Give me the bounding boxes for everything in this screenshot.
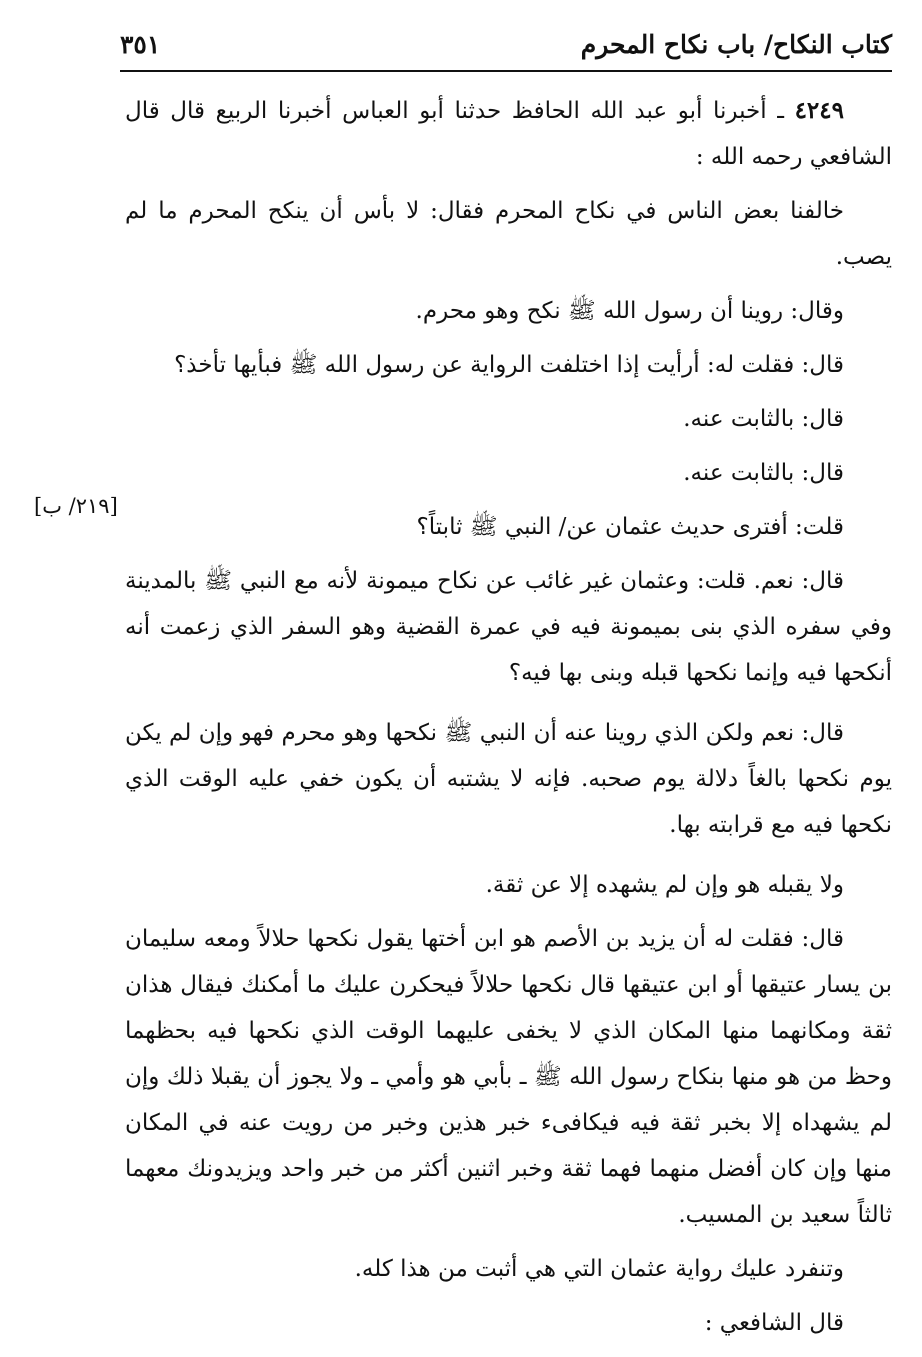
paragraph: قال: بالثابت عنه. [683,460,844,486]
manuscript-folio-note: [٢١٩/ ب] [34,494,118,518]
paragraph: قال: نعم. قلت: وعثمان غير غائب عن نكاح ميمونة لأنه مع النبي ﷺ بالمدينة وفي سفره الذي بنى بميمونة فيه في عمرة القضية وهو السفر الذي زعمت أنه أنكحها فيه وإنما نكحها قبله وبنى بها فيه؟ [125,568,892,686]
paragraph: وتنفرد عليك رواية عثمان التي هي أثبت من هذا كله. [354,1256,844,1282]
paragraph: قال الشافعي : [704,1310,844,1336]
paragraph: قلت: أفترى حديث عثمان عن/ النبي ﷺ ثابتاً؟ [416,514,844,540]
paragraph: قال: نعم ولكن الذي روينا عنه أن النبي ﷺ نكحها وهو محرم فهو وإن لم يكن يوم نكحها بالغاً دلالة يوم صحبه. فإنه لا يشتبه أن يكون خفي عليه الوقت الذي نكحها فيه مع قرابته بها. [125,720,892,838]
paragraph: وقال: روينا أن رسول الله ﷺ نكح وهو محرم. [415,298,844,324]
header-divider [120,70,892,72]
hadith-number: ٤٢٤٩ [794,97,844,124]
paragraph: قال: بالثابت عنه. [683,406,844,432]
paragraph: خالفنا بعض الناس في نكاح المحرم فقال: لا بأس أن ينكح المحرم ما لم يصب. [125,198,892,270]
paragraph: ولا يقبله هو وإن لم يشهده إلا عن ثقة. [485,872,844,898]
chapter-title: كتاب النكاح/ باب نكاح المحرم [580,30,892,59]
running-header [120,28,892,68]
paragraph: قال: فقلت له أن يزيد بن الأصم هو ابن أختها يقول نكحها حلالاً ومعه سليمان بن يسار عتيقها أو ابن عتيقها قال نكحها حلالاً فيحكرن عليك ما أمكنك فيقال هذان ثقة ومكانهما منها المكان الذي لا يخفى عليهما الوقت الذي نكحها فيه بحظهما وحظ من هو منها بنكاح رسول الله ﷺ ـ بأبي هو وأمي ـ ولا يجوز أن يقبلا ذلك وإن لم يشهداه إلا بخبر ثقة فيه فيكافىء خبر هذين وخبر من رويت عنه في المكان منها وإن كان أفضل منهما فهما ثقة وخبر اثنين أكثر من خبر واحد ويزيدونك معهما ثالثاً سعيد بن المسيب. [125,926,892,1228]
hadith-paragraph [125,88,892,180]
text-body [125,88,892,1346]
page-number: ٣٥١ [120,30,161,59]
paragraph: قال: فقلت له: أرأيت إذا اختلفت الرواية عن رسول الله ﷺ فبأيها تأخذ؟ [174,352,844,378]
paragraph-text: ـ أخبرنا أبو عبد الله الحافظ حدثنا أبو العباس أخبرنا الربيع قال قال الشافعي رحمه الله : [125,98,892,170]
